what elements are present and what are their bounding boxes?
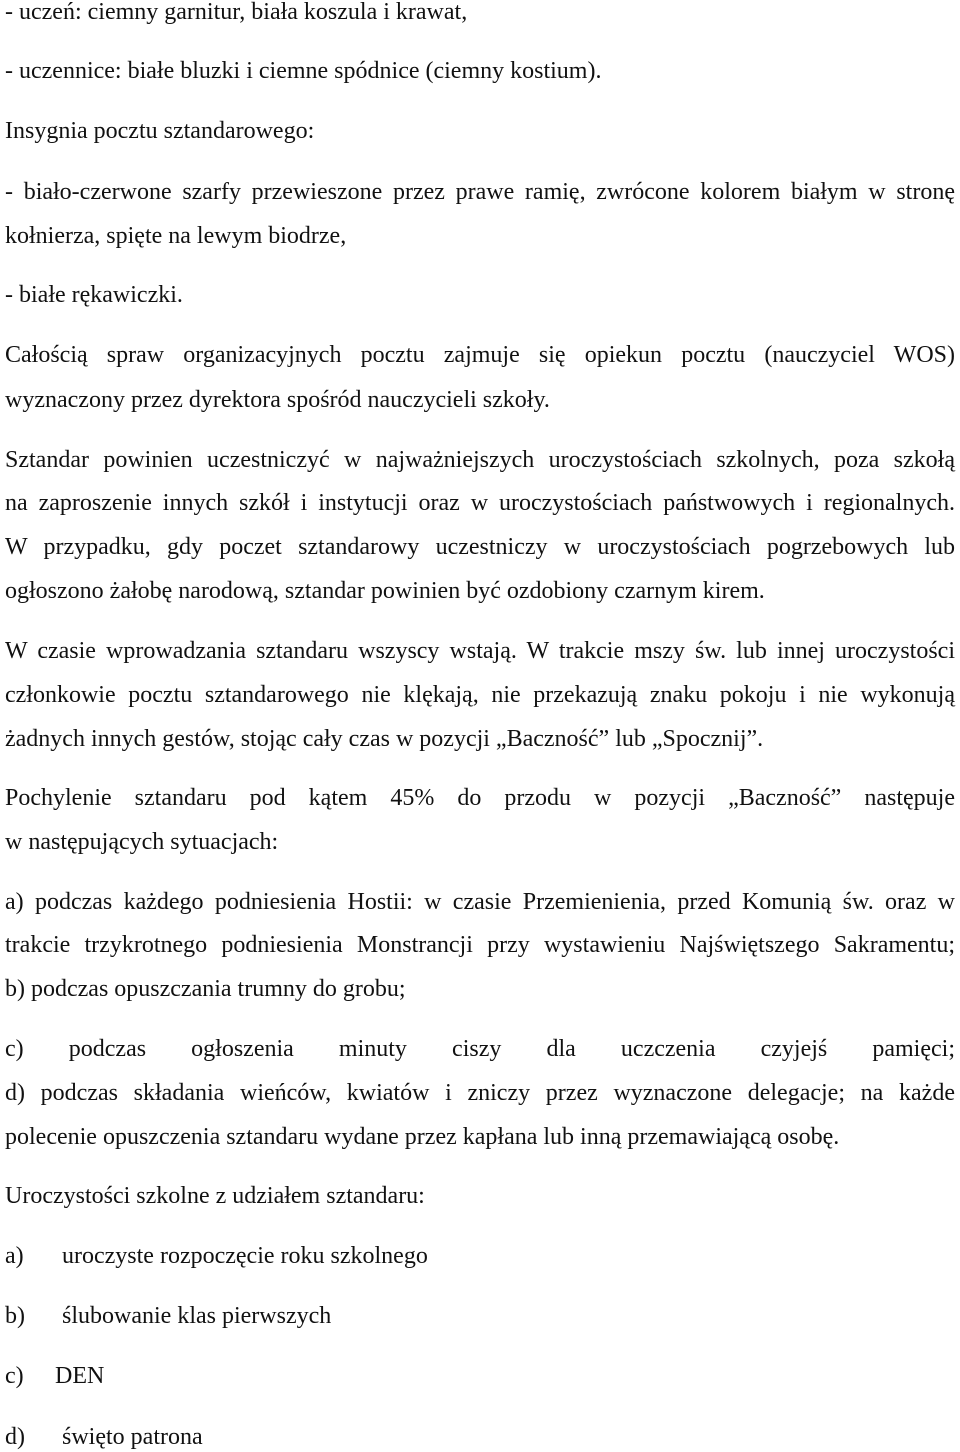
list-item-text: DEN: [55, 1363, 105, 1389]
list-item: [5, 1304, 905, 1328]
list-item-text: ślubowanie klas pierwszych: [62, 1303, 332, 1329]
ceremonies-heading: Uroczystości szkolne z udziałem sztandaru:: [5, 1183, 425, 1209]
gloves-line: - białe rękawiczki.: [5, 282, 183, 308]
situation-line: polecenie opuszczenia sztandaru wydane przez kapłana lub inną przemawiającą osobę.: [5, 1124, 840, 1150]
list-item: [5, 1425, 905, 1449]
paragraph-line: W przypadku, gdy poczet sztandarowy uczestniczy w uroczystościach pogrzebowych lub: [5, 534, 955, 560]
paragraph-line: Sztandar powinien uczestniczyć w najważniejszych uroczystościach szkolnych, poza szkołą: [5, 447, 955, 473]
sash-line: - biało-czerwone szarfy przewieszone przez prawe ramię, zwrócone kolorem białym w stronę: [5, 179, 955, 205]
situation-line: b) podczas opuszczania trumny do grobu;: [5, 976, 406, 1002]
list-item-label: c): [5, 1363, 24, 1389]
paragraph-line: ogłoszono żałobę narodową, sztandar powinien być ozdobiony czarnym kirem.: [5, 578, 765, 604]
paragraph-line: członkowie pocztu sztandarowego nie klękają, nie przekazują znaku pokoju i nie wykonują: [5, 682, 955, 708]
situation-line: a) podczas każdego podniesienia Hostii: w czasie Przemienienia, przed Komunią św. oraz w: [5, 889, 955, 915]
list-item-label: b): [5, 1303, 25, 1329]
list-item-label: d): [5, 1424, 25, 1450]
list-item-text: uroczyste rozpoczęcie roku szkolnego: [62, 1243, 428, 1269]
list-item-label: a): [5, 1243, 24, 1269]
paragraph-line: W czasie wprowadzania sztandaru wszyscy wstają. W trakcie mszy św. lub innej uroczystości: [5, 638, 955, 664]
list-item: [5, 1364, 905, 1388]
situation-line: c) podczas ogłoszenia minuty ciszy dla uczczenia czyjejś pamięci;: [5, 1036, 955, 1062]
paragraph-line: Pochylenie sztandaru pod kątem 45% do przodu w pozycji „Baczność” następuje: [5, 785, 955, 811]
paragraph-line: Całością spraw organizacyjnych pocztu zajmuje się opiekun pocztu (nauczyciel WOS): [5, 342, 955, 368]
situation-line: trakcie trzykrotnego podniesienia Monstrancji przy wystawieniu Najświętszego Sakramentu;: [5, 932, 955, 958]
paragraph-line: żadnych innych gestów, stojąc cały czas w pozycji „Baczność” lub „Spocznij”.: [5, 726, 764, 752]
insignia-heading: Insygnia pocztu sztandarowego:: [5, 118, 315, 144]
attire-male-line: - uczeń: ciemny garnitur, biała koszula i krawat,: [5, 0, 468, 25]
situation-line: d) podczas składania wieńców, kwiatów i zniczy przez wyznaczone delegacje; na każde: [5, 1080, 955, 1106]
paragraph-line: w następujących sytuacjach:: [5, 829, 279, 855]
paragraph-line: wyznaczony przez dyrektora spośród nauczycieli szkoły.: [5, 387, 550, 413]
sash-line: kołnierza, spięte na lewym biodrze,: [5, 223, 347, 249]
list-item: [5, 1244, 905, 1268]
attire-female-line: - uczennice: białe bluzki i ciemne spódnice (ciemny kostium).: [5, 58, 602, 84]
paragraph-line: na zaproszenie innych szkół i instytucji oraz w uroczystościach państwowych i regionalnych.: [5, 490, 955, 516]
list-item-text: święto patrona: [62, 1424, 203, 1450]
